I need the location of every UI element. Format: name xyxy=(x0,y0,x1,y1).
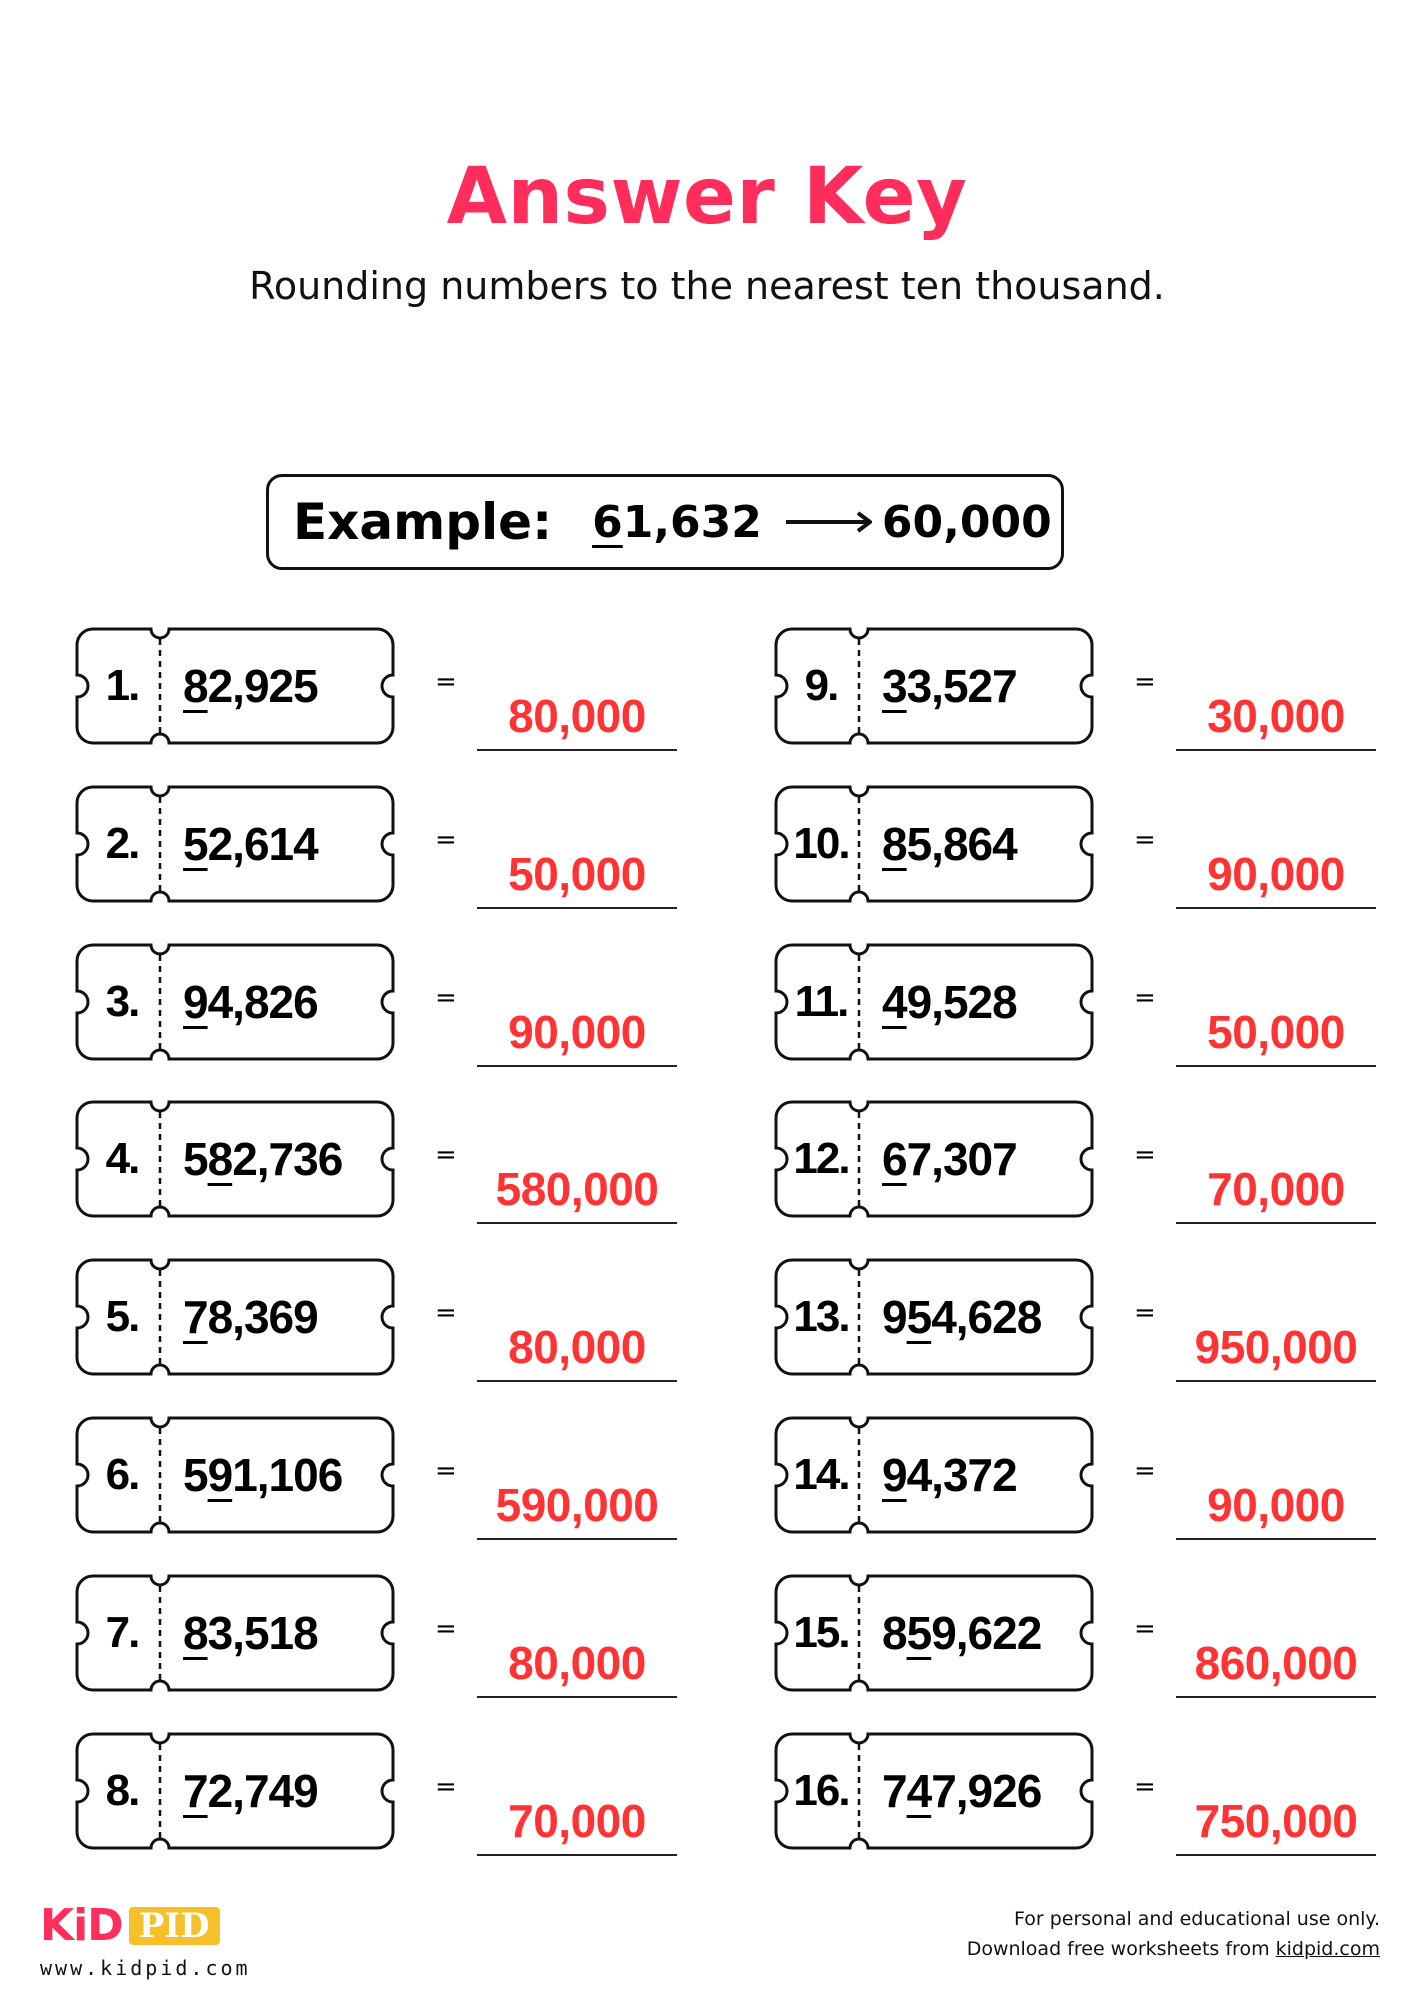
problem-value: 8 5 9,622 xyxy=(882,1607,1042,1659)
equals-sign: = xyxy=(435,825,457,855)
answer-value: 90,000 xyxy=(508,1006,646,1058)
answer-blank xyxy=(477,627,677,751)
problem-row xyxy=(774,1100,1384,1220)
answer-blank xyxy=(477,1416,677,1540)
number-ticket xyxy=(774,1732,1096,1850)
problem-value: 9 4,826 xyxy=(183,976,318,1028)
equals-sign: = xyxy=(1134,1456,1156,1486)
answer-line xyxy=(1176,1222,1376,1224)
answer-line xyxy=(1176,1696,1376,1698)
number-ticket xyxy=(75,1574,397,1692)
answer-line xyxy=(477,907,677,909)
answer-line xyxy=(477,1380,677,1382)
underlined-digit: 8 xyxy=(207,1133,233,1185)
answer-blank xyxy=(1176,1732,1376,1856)
example-box xyxy=(266,474,1064,570)
answer-blank xyxy=(477,1100,677,1224)
answer-value: 580,000 xyxy=(495,1163,659,1215)
problem-row xyxy=(75,1416,685,1536)
problem-row xyxy=(75,1100,685,1220)
problem-row xyxy=(774,943,1384,1063)
problem-value: 7 2,749 xyxy=(183,1765,318,1817)
equals-sign: = xyxy=(435,667,457,697)
answer-line xyxy=(1176,749,1376,751)
problem-value: 8 2,925 xyxy=(183,660,318,712)
problem-number: 7. xyxy=(105,1608,139,1657)
problem-number: 15. xyxy=(793,1608,849,1657)
problem-number: 13. xyxy=(793,1292,849,1341)
number-ticket xyxy=(75,627,397,745)
problem-row xyxy=(774,1416,1384,1536)
equals-sign: = xyxy=(1134,1140,1156,1170)
underlined-digit: 9 xyxy=(183,976,208,1028)
underlined-digit: 5 xyxy=(906,1607,932,1659)
problem-number: 11. xyxy=(794,977,848,1026)
underlined-digit: 6 xyxy=(592,496,623,548)
problem-number: 5. xyxy=(105,1292,139,1341)
problem-row xyxy=(75,1732,685,1852)
underlined-digit: 4 xyxy=(882,976,907,1028)
equals-sign: = xyxy=(435,1298,457,1328)
kidpid-link[interactable]: kidpid.com xyxy=(1275,1938,1380,1960)
number-ticket xyxy=(774,1416,1096,1534)
problem-number: 12. xyxy=(793,1134,849,1183)
answer-value: 30,000 xyxy=(1207,690,1345,742)
underlined-digit: 7 xyxy=(183,1291,208,1343)
problem-row xyxy=(774,1258,1384,1378)
problem-number: 8. xyxy=(105,1766,139,1815)
answer-blank xyxy=(1176,785,1376,909)
problem-row xyxy=(774,1732,1384,1852)
problem-value: 5 9 1,106 xyxy=(183,1449,343,1501)
underlined-digit: 8 xyxy=(882,818,907,870)
problem-row xyxy=(774,785,1384,905)
problem-number: 3. xyxy=(105,977,139,1026)
answer-blank xyxy=(477,785,677,909)
number-ticket xyxy=(774,1574,1096,1692)
answer-value: 50,000 xyxy=(508,848,646,900)
problem-value: 9 5 4,628 xyxy=(882,1291,1042,1343)
page-title: Answer Key xyxy=(446,152,968,242)
answer-blank xyxy=(1176,943,1376,1067)
underlined-digit: 3 xyxy=(882,660,907,712)
example-label: Example: xyxy=(293,493,553,551)
answer-line xyxy=(477,1065,677,1067)
answer-value: 950,000 xyxy=(1194,1321,1358,1373)
problem-number: 10. xyxy=(793,819,849,868)
problem-value: 7 4 7,926 xyxy=(882,1765,1042,1817)
problem-value: 8 3,518 xyxy=(183,1607,318,1659)
equals-sign: = xyxy=(1134,1772,1156,1802)
underlined-digit: 4 xyxy=(906,1765,932,1817)
answer-blank xyxy=(1176,1574,1376,1698)
underlined-digit: 8 xyxy=(183,660,208,712)
number-ticket xyxy=(75,1416,397,1534)
problem-row xyxy=(774,627,1384,747)
logo-kid-text: KiD xyxy=(40,1900,123,1951)
answer-value: 80,000 xyxy=(508,1637,646,1689)
logo-url: www.kidpid.com xyxy=(40,1956,251,1980)
underlined-digit: 8 xyxy=(183,1607,208,1659)
answer-value: 70,000 xyxy=(1207,1163,1345,1215)
footer-line-2: Download free worksheets from kidpid.com xyxy=(966,1938,1380,1960)
answer-value: 50,000 xyxy=(1207,1006,1345,1058)
long-right-arrow-icon xyxy=(784,510,874,534)
underlined-digit: 5 xyxy=(906,1291,932,1343)
answer-line xyxy=(1176,1538,1376,1540)
answer-blank xyxy=(477,1732,677,1856)
problem-value: 3 3,527 xyxy=(882,660,1017,712)
number-ticket xyxy=(75,1258,397,1376)
equals-sign: = xyxy=(435,1614,457,1644)
problem-number: 2. xyxy=(105,819,139,868)
answer-blank xyxy=(477,1258,677,1382)
answer-value: 590,000 xyxy=(495,1479,659,1531)
problem-value: 9 4,372 xyxy=(882,1449,1017,1501)
answer-line xyxy=(477,749,677,751)
number-ticket xyxy=(774,1258,1096,1376)
answer-value: 860,000 xyxy=(1194,1637,1358,1689)
problem-value: 8 5,864 xyxy=(882,818,1017,870)
underlined-digit: 7 xyxy=(183,1765,208,1817)
answer-blank xyxy=(1176,1100,1376,1224)
number-ticket xyxy=(774,943,1096,1061)
footer-note xyxy=(967,1904,1380,1964)
equals-sign: = xyxy=(1134,1298,1156,1328)
equals-sign: = xyxy=(435,983,457,1013)
problem-number: 14. xyxy=(793,1450,849,1499)
kidpid-logo xyxy=(40,1900,220,1951)
answer-line xyxy=(1176,1065,1376,1067)
answer-blank xyxy=(477,1574,677,1698)
answer-value: 90,000 xyxy=(1207,1479,1345,1531)
number-ticket xyxy=(774,1100,1096,1218)
number-ticket xyxy=(774,785,1096,903)
number-ticket xyxy=(75,943,397,1061)
problem-value: 5 8 2,736 xyxy=(183,1133,343,1185)
underlined-digit: 5 xyxy=(183,818,208,870)
answer-value: 70,000 xyxy=(508,1795,646,1847)
footer-line-1: For personal and educational use only. xyxy=(1013,1908,1380,1930)
equals-sign: = xyxy=(435,1772,457,1802)
problem-value: 7 8,369 xyxy=(183,1291,318,1343)
underlined-digit: 9 xyxy=(882,1449,907,1501)
equals-sign: = xyxy=(1134,983,1156,1013)
equals-sign: = xyxy=(1134,825,1156,855)
logo-pid-badge: PID xyxy=(129,1907,220,1945)
answer-line xyxy=(477,1222,677,1224)
underlined-digit: 9 xyxy=(207,1449,233,1501)
equals-sign: = xyxy=(435,1140,457,1170)
problem-row xyxy=(75,627,685,747)
answer-line xyxy=(1176,1854,1376,1856)
problem-value: 5 2,614 xyxy=(183,818,318,870)
example-number: 61,632 xyxy=(592,496,762,548)
number-ticket xyxy=(774,627,1096,745)
answer-blank xyxy=(1176,627,1376,751)
problem-value: 4 9,528 xyxy=(882,976,1017,1028)
equals-sign: = xyxy=(435,1456,457,1486)
answer-blank xyxy=(1176,1258,1376,1382)
problem-number: 1. xyxy=(105,661,139,710)
problem-number: 9. xyxy=(804,661,838,710)
underlined-digit: 6 xyxy=(882,1133,907,1185)
problem-row xyxy=(75,943,685,1063)
equals-sign: = xyxy=(1134,667,1156,697)
answer-value: 80,000 xyxy=(508,690,646,742)
answer-line xyxy=(477,1854,677,1856)
problem-number: 16. xyxy=(793,1766,849,1815)
problem-row xyxy=(75,1258,685,1378)
answer-value: 80,000 xyxy=(508,1321,646,1373)
problem-number: 4. xyxy=(105,1134,139,1183)
number-ticket xyxy=(75,1732,397,1850)
answer-line xyxy=(477,1538,677,1540)
number-ticket xyxy=(75,785,397,903)
problem-number: 6. xyxy=(105,1450,139,1499)
answer-value: 750,000 xyxy=(1194,1795,1358,1847)
problem-row xyxy=(774,1574,1384,1694)
answer-value: 90,000 xyxy=(1207,848,1345,900)
answer-blank xyxy=(477,943,677,1067)
answer-line xyxy=(1176,907,1376,909)
answer-blank xyxy=(1176,1416,1376,1540)
problem-row xyxy=(75,785,685,905)
problem-value: 6 7,307 xyxy=(882,1133,1017,1185)
answer-line xyxy=(1176,1380,1376,1382)
answer-line xyxy=(477,1696,677,1698)
page-subtitle: Rounding numbers to the nearest ten thousand. xyxy=(249,264,1165,308)
number-ticket xyxy=(75,1100,397,1218)
equals-sign: = xyxy=(1134,1614,1156,1644)
example-answer: 60,000 xyxy=(881,496,1052,548)
problem-row xyxy=(75,1574,685,1694)
